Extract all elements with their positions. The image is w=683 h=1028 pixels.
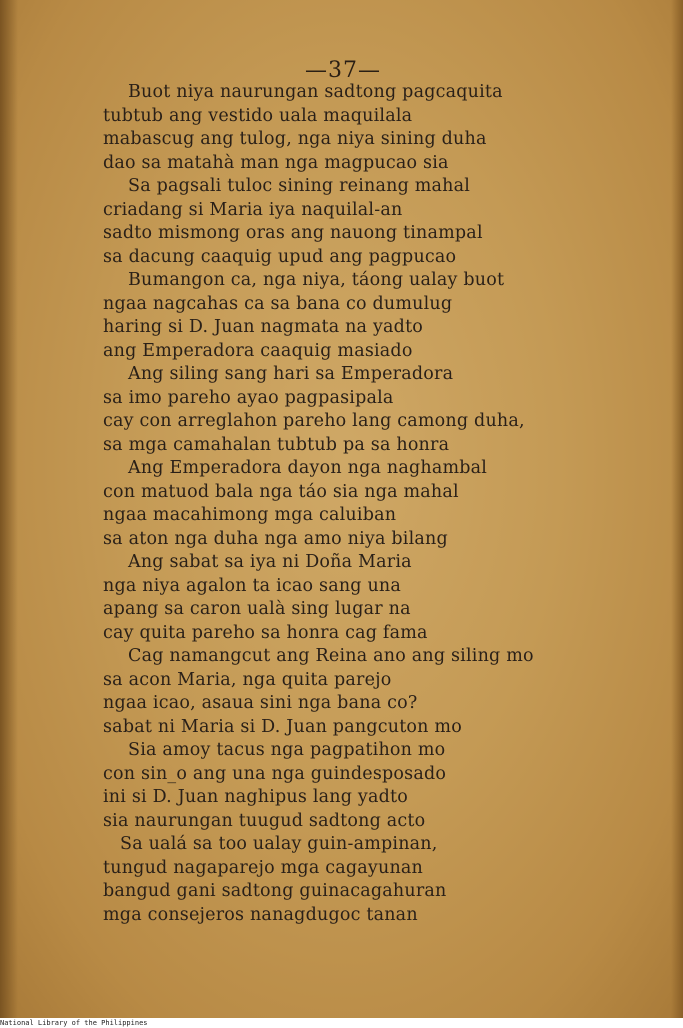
- verse-line: cay quita pareho sa honra cag fama: [103, 622, 428, 643]
- verse-line: sa imo pareho ayao pagpasipala: [103, 387, 394, 408]
- verse-line: ini si D. Juan naghipus lang yadto: [103, 787, 409, 807]
- stanza-first-line: Sa ualá sa too ualay guin-ampinan,: [120, 834, 438, 854]
- verse-line: ngaa nagcahas ca sa bana co dumulug: [103, 293, 453, 314]
- verse-line: sa dacung caaquig upud ang pagpucao: [103, 246, 457, 267]
- stanza-first-line: Ang Emperadora dayon nga naghambal: [128, 458, 488, 478]
- verse-line: dao sa matahà man nga magpucao sia: [103, 152, 449, 173]
- verse-line: nga niya agalon ta icao sang una: [103, 575, 402, 596]
- verse-line: mabascug ang tulog, nga niya sining duha: [103, 129, 487, 149]
- stanza-first-line: Cag namangcut ang Reina ano ang siling mo: [128, 646, 534, 666]
- footer-credit: National Library of the Philippines: [0, 1019, 148, 1027]
- verse-line: sa mga camahalan tubtub pa sa honra: [103, 434, 450, 455]
- stanza-first-line: Ang siling sang hari sa Emperadora: [128, 364, 454, 384]
- verse-line: mga consejeros nanagdugoc tanan: [103, 904, 418, 925]
- stanza-first-line: Sa pagsali tuloc sining reinang mahal: [128, 176, 471, 196]
- verse-line: con sin_o ang una nga guindesposado: [103, 763, 447, 784]
- verse-line: ngaa icao, asaua sini nga bana co?: [103, 693, 418, 713]
- verse-line: tungud nagaparejo mga cagayunan: [103, 857, 424, 878]
- verse-line: tubtub ang vestido uala maquilala: [103, 105, 413, 126]
- verse-line: cay con arreglahon pareho lang camong duha,: [103, 411, 525, 431]
- verse-line: sa acon Maria, nga quita parejo: [103, 669, 392, 690]
- stanza-first-line: Sia amoy tacus nga pagpatihon mo: [128, 740, 446, 760]
- verse-line: sia naurungan tuugud sadtong acto: [103, 810, 426, 831]
- stanza-first-line: Bumangon ca, nga niya, táong ualay buot: [128, 270, 505, 290]
- stanza-first-line: Buot niya naurungan sadtong pagcaquita: [128, 82, 503, 102]
- verse-line: sabat ni Maria si D. Juan pangcuton mo: [103, 716, 462, 737]
- verse-line: bangud gani sadtong guinacagahuran: [103, 881, 447, 901]
- verse-line: ang Emperadora caaquig masiado: [103, 340, 413, 361]
- verse-line: criadang si Maria iya naquilal-an: [103, 199, 403, 220]
- stanza-first-line: Ang sabat sa iya ni Doña Maria: [128, 552, 412, 572]
- verse-line: sa aton nga duha nga amo niya bilang: [103, 528, 448, 549]
- verse-line: sadto mismong oras ang nauong tinampal: [103, 223, 483, 243]
- page-number: —37—: [305, 58, 381, 83]
- verse-line: ngaa macahimong mga caluiban: [103, 505, 397, 525]
- verse-line: apang sa caron ualà sing lugar na: [103, 599, 411, 619]
- verse-line: con matuod bala nga táo sia nga mahal: [103, 481, 459, 502]
- verse-line: haring si D. Juan nagmata na yadto: [103, 317, 424, 337]
